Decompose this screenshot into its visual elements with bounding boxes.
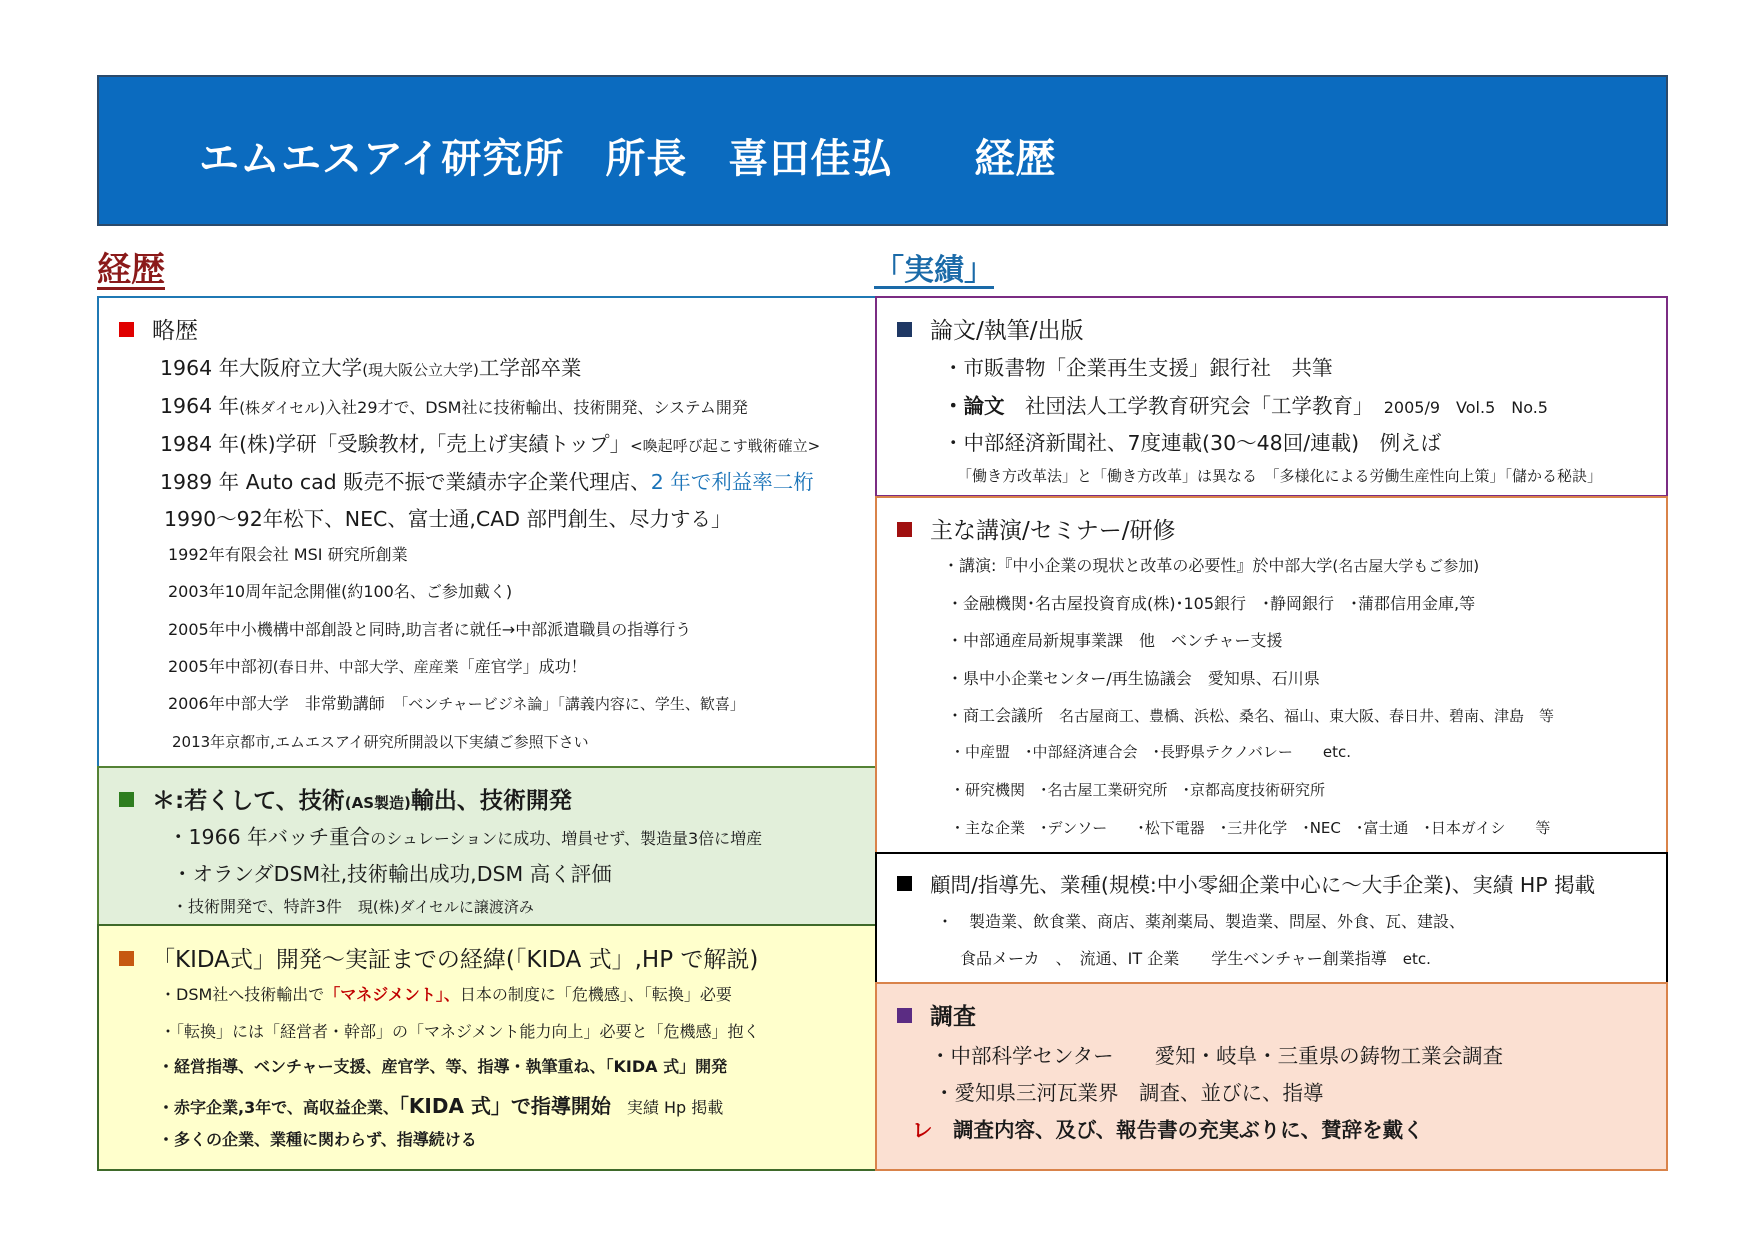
- list-item: 2006年中部大学 非常勤講師 「ベンチャービジネ論」「講義内容に、学生、歓喜」: [168, 694, 745, 713]
- list-item: ・DSM社へ技術輸出で「マネジメント」、日本の制度に「危機感」、「転換」必要: [160, 985, 732, 1004]
- list-item: ・ 製造業、飲食業、商店、薬剤薬局、製造業、問屋、外食、瓦、建設、: [937, 912, 1466, 931]
- kida-title: 「KIDA式」開発～実証までの経緯(「KIDA 式」,HP で解説): [119, 941, 758, 974]
- list-item: ・中産盟 ･中部経済連合会 ･長野県テクノバレー etc.: [950, 743, 1352, 761]
- list-item: ・経営指導、ベンチャー支援、産官学、等、指導・執筆重ね、「KIDA 式」開発: [158, 1057, 728, 1076]
- career-heading: 経歴: [97, 250, 165, 290]
- list-item: ・中部通産局新規事業課 他 ベンチャー支援: [947, 631, 1283, 650]
- list-item: 2005年中小機構中部創設と同時,助言者に就任→中部派遣職員の指導行う: [168, 620, 692, 639]
- list-item: 2005年中部初(春日井、中部大学、産産業「産官学」成功！: [168, 657, 587, 676]
- list-item: レ 調査内容、及び、報告書の充実ぶりに、賛辞を戴く: [912, 1118, 1424, 1142]
- list-item: 1989 年 Auto cad 販売不振で業績赤字企業代理店、2 年で利益率二桁: [160, 470, 814, 494]
- header-banner: [97, 75, 1668, 226]
- list-item: 2013年京都市,エムエスアイ研究所開設以下実績ご参照下さい: [172, 733, 589, 751]
- kida-box: [97, 924, 877, 1171]
- list-item: ・愛知県三河瓦業界 調査、並びに、指導: [934, 1081, 1324, 1105]
- achievements-heading: 「実績」: [874, 253, 994, 288]
- lectures-box: [875, 496, 1668, 854]
- list-item: ・講演:『中小企業の現状と改革の必要性』於中部大学(名古屋大学もご参加): [943, 556, 1480, 575]
- tech-title: ＊:若くして、技術(AS製造)輸出、技術開発: [119, 782, 572, 815]
- tech-box: [97, 766, 877, 926]
- lectures-title: 主な講演/セミナー/研修: [897, 512, 1176, 545]
- list-item: ・技術開発で、特許3件 現(株)ダイセルに譲渡済み: [172, 897, 534, 916]
- list-item: ・中部科学センター 愛知・岐阜・三重県の鋳物工業会調査: [930, 1044, 1504, 1068]
- green-square-icon: [119, 792, 134, 807]
- list-item: ・主な企業 ･デンソー ･松下電器 ･三井化学 ･NEC ･富士通 ･日本ガイシ 等: [950, 819, 1551, 837]
- papers-box: [875, 296, 1668, 497]
- list-item: ・オランダDSM社,技術輸出成功,DSM 高く評価: [172, 862, 612, 886]
- list-item: ・1966 年バッチ重合のシュレーションに成功、増員せず、製造量3倍に増産: [168, 825, 763, 849]
- list-item: ・研究機関 ･名古屋工業研究所 ･京都高度技術研究所: [950, 781, 1326, 799]
- list-item: ・県中小企業センター/再生協議会 愛知県、石川県: [947, 669, 1320, 688]
- advisory-title: 顧問/指導先、業種(規模:中小零細企業中心に～大手企業)、実績 HP 掲載: [897, 868, 1595, 898]
- orange-square-icon: [119, 951, 134, 966]
- list-item: ・中部経済新聞社、7度連載(30～48回/連載) 例えば: [943, 431, 1442, 455]
- list-item: ・市販書物「企業再生支援」銀行社 共筆: [943, 356, 1333, 380]
- list-item: 1992年有限会社 MSI 研究所創業: [168, 545, 408, 564]
- list-item: ・商工会議所 名古屋商工、豊橋、浜松、桑名、福山、東大阪、春日井、碧南、津島 等: [947, 706, 1555, 725]
- list-item: 1964 年(株ダイセル)入社29才で、DSM社に技術輸出、技術開発、システム開発: [160, 394, 748, 418]
- survey-title: 調査: [897, 998, 976, 1031]
- list-item: ・赤字企業,3年で、高収益企業、「KIDA 式」で指導開始 実績 Hp 掲載: [158, 1094, 724, 1118]
- list-item: ・金融機関･名古屋投資育成(株)･105銀行 ･静岡銀行 ･蒲郡信用金庫,等: [947, 594, 1476, 613]
- purple-square-icon: [897, 1008, 912, 1023]
- list-item: ・多くの企業、業種に関わらず、指導続ける: [158, 1130, 477, 1149]
- list-item: 1984 年(株)学研「受験教材,「売上げ実績トップ」<喚起呼び起こす戦術確立>: [160, 432, 821, 456]
- red-square-icon: [119, 322, 134, 337]
- papers-title: 論文/執筆/出版: [897, 312, 1084, 345]
- list-item: 1990～92年松下、NEC、富士通,CAD 部門創生、尽力する」: [164, 507, 732, 531]
- ryakureki-title: 略歴: [119, 312, 198, 345]
- black-square-icon: [897, 876, 912, 891]
- check-mark-icon: レ: [912, 1118, 933, 1142]
- navy-square-icon: [897, 322, 912, 337]
- list-item: ・「転換」には「経営者・幹部」の「マネジメント能力向上」必要と「危機感」抱く: [160, 1022, 760, 1041]
- list-item: 1964 年大阪府立大学(現大阪公立大学)工学部卒業: [160, 356, 582, 380]
- advisory-box: [875, 852, 1668, 984]
- list-item: 食品メーカ 、 流通、IT 企業 学生ベンチャー創業指導 etc.: [960, 949, 1431, 968]
- darkred-square-icon: [897, 522, 912, 537]
- list-item: 「働き方改革法」と「働き方改革」は異なる 「多様化による労働生産性向上策」「儲かる秘訣」: [957, 467, 1603, 485]
- survey-box: [875, 982, 1668, 1171]
- page-title: エムエスアイ研究所 所長 喜田佳弘 経歴: [199, 136, 1057, 182]
- list-item: 2003年10周年記念開催(約100名、ご参加戴く): [168, 582, 513, 601]
- ryakureki-box: [97, 296, 877, 768]
- list-item: ・論文 社団法人工学教育研究会「工学教育」 2005/9 Vol.5 No.5: [943, 394, 1548, 418]
